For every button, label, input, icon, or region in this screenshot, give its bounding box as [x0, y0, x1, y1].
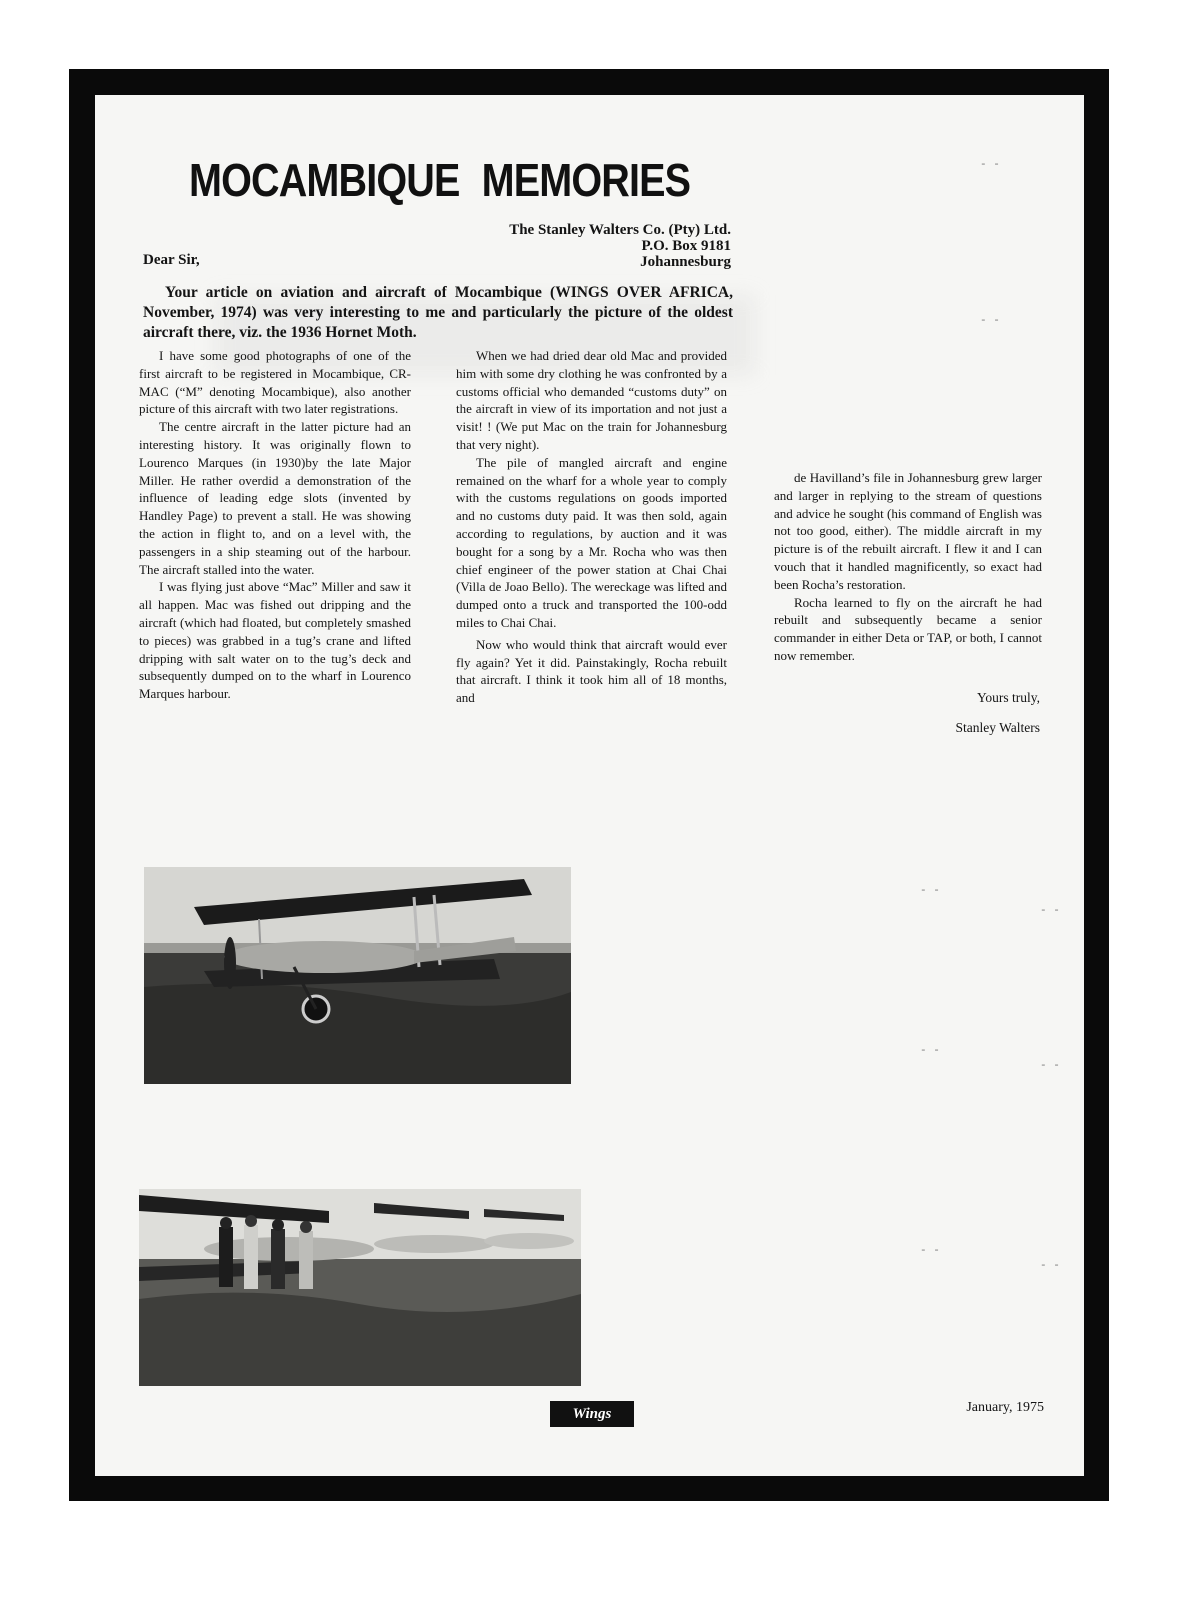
paragraph: I was flying just above “Mac” Miller and saw it all happen. Mac was fished out dripping and the aircraft (which had floated, but completely smashed to pieces) was grabbed in a tug’s crane and lifted dripping with salt water on to the tug’s deck and subsequently dumped on to the wharf in Lourenco Marques harbour.	[139, 579, 411, 702]
biplane-photo	[144, 867, 571, 1084]
address-company: The Stanley Walters Co. (Pty) Ltd.	[509, 222, 731, 238]
paragraph: The pile of mangled aircraft and engine remained on the wharf for a whole year to comply with the customs regulations on goods imported and no customs duty paid. It was then sold, again according to regulations, by auction and it was bought for a song by a Mr. Rocha who was then chief engineer of the power station at Chai Chai (Villa de Joao Bello). The wereckage was lifted and dumped onto a truck and transported the 100-odd miles to Chai Chai.	[456, 454, 727, 630]
issue-date: January, 1975	[966, 1400, 1044, 1415]
scan-mark: - -	[1040, 1060, 1060, 1072]
paragraph: Now who would think that aircraft would ever fly again? Yet it did. Painstakingly, Rocha rebuilt that aircraft. I think it took him all of 18 months, and	[456, 636, 727, 706]
letter-signoff	[774, 689, 1042, 737]
biplanes-lineup-photo	[139, 1189, 581, 1386]
scan-mark: - -	[1040, 905, 1060, 917]
magazine-page	[95, 95, 1084, 1476]
closing: Yours truly,	[976, 690, 1040, 705]
signature: Stanley Walters	[955, 720, 1040, 735]
column-1	[139, 347, 411, 703]
paragraph: de Havilland’s file in Johannesburg grew larger and larger in replying to the stream of questions and advice he sought (his command of English was not too good, either). The middle aircraft in my picture is of the rebuilt aircraft. I flew it and I can vouch that it handled magnificently, so exact had been Rocha’s restoration.	[774, 470, 1042, 592]
lead-paragraph: Your article on aviation and aircraft of Mocambique (WINGS OVER AFRICA, November, 1974) was very interesting to me and particularly the picture of the oldest aircraft there, viz. the 1936 Hornet Moth.	[143, 284, 733, 341]
address-city: Johannesburg	[640, 254, 731, 270]
article-title: MOCAMBIQUE MEMORIES	[189, 154, 691, 206]
greeting: Dear Sir,	[143, 252, 200, 268]
scan-mark: - -	[920, 885, 940, 897]
paragraph: The centre aircraft in the latter picture had an interesting history. It was originally flown to Lourenco Marques (in 1930)by the late Major Miller. He rather overdid a demonstration of the influence of leading edge slots (invented by Handley Page) to prevent a stall. He was showing the action in flight to, and on a level with, the passengers in a ship steaming out of the harbour. The aircraft stalled into the water.	[139, 419, 411, 577]
address-box: P.O. Box 9181	[641, 238, 731, 254]
scan-mark: - -	[920, 1245, 940, 1257]
column-2	[456, 347, 727, 707]
paragraph: I have some good photographs of one of the first aircraft to be registered in Mocambique, CR-MAC (“M” denoting Mocambique), also another picture of this aircraft with two later registrations.	[139, 348, 411, 417]
scan-mark: - -	[920, 1045, 940, 1057]
paragraph: Rocha learned to fly on the aircraft he had rebuilt and subsequently became a senior commander in either Deta or TAP, or both, I cannot now remember.	[774, 594, 1042, 663]
wings-logo: Wings	[550, 1401, 634, 1427]
column-3	[774, 469, 1042, 665]
scan-mark: - -	[980, 315, 1000, 327]
paragraph: When we had dried dear old Mac and provided him with some dry clothing he was confronted by a customs official who demanded “customs duty” on the aircraft in view of its importation and not just a visit! ! (We put Mac on the train for Johannesburg that very night).	[456, 348, 727, 452]
scan-mark: - -	[980, 159, 1000, 171]
scan-mark: - -	[1040, 1260, 1060, 1272]
sender-address	[509, 222, 731, 270]
